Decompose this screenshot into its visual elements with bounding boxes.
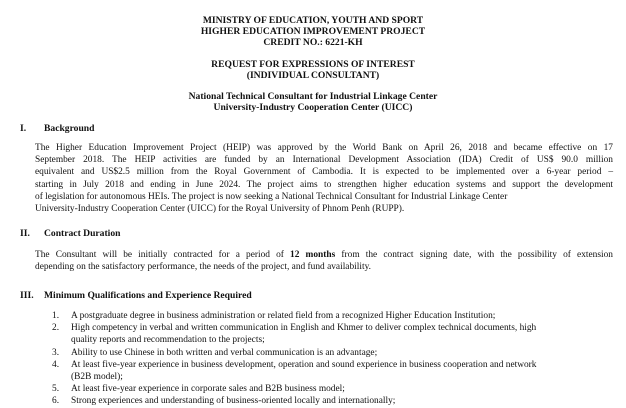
paragraph-line: equivalent and US$2.5 million from the Royal Government of Cambodia. It is expected to be implemented over a 6-year period – (35, 167, 613, 178)
list-item (52, 322, 617, 346)
background-paragraph (35, 142, 613, 215)
section-title: Minimum Qualifications and Experience Required (44, 290, 252, 301)
section-heading-contract (20, 228, 120, 240)
section-number: III. (20, 290, 34, 301)
paragraph-line: University-Industry Cooperation Center (UICC) for the Royal University of Phnom Penh (RUPP). (35, 204, 405, 215)
list-text: High competency in verbal and written communication in English and Khmer to deliver complex technical documents, high (71, 323, 537, 334)
list-item (52, 347, 617, 359)
list-text: At least five-year experience in business development, operation and sound experience in business cooperation and network (71, 359, 537, 370)
list-text: At least five-year experience in corporate sales and B2B business model; (71, 384, 345, 395)
contract-period: 12 months (290, 250, 336, 260)
list-number: 5. (52, 384, 60, 395)
list-item (52, 310, 617, 322)
list-item (52, 383, 617, 395)
list-text: A postgraduate degree in business administration or related field from a recognized Higher Education Institution; (71, 311, 496, 321)
list-number: 1. (52, 311, 60, 321)
request-subtitle: (INDIVIDUAL CONSULTANT) (246, 70, 380, 81)
section-title: Contract Duration (44, 228, 121, 239)
section-heading-background (20, 123, 94, 135)
ministry-title: MINISTRY OF EDUCATION, YOUTH AND SPORT (202, 15, 424, 26)
list-text: (B2B model); (71, 372, 123, 383)
paragraph-line: The Higher Education Improvement Project (HEIP) was approved by the World Bank on April 26, 2018 and became effective on 17 (35, 143, 613, 153)
paragraph-line (35, 249, 613, 261)
project-title: HIGHER EDUCATION IMPROVEMENT PROJECT (200, 26, 426, 37)
list-item (52, 359, 617, 383)
qualifications-list (52, 310, 617, 408)
text-run: The Consultant will be initially contracted for a period of (35, 250, 291, 260)
position-subtitle: University-Industry Cooperation Center (UICC) (213, 102, 413, 113)
section-heading-qualifications (20, 290, 252, 302)
section-title: Background (44, 123, 95, 134)
section-number: I. (20, 123, 27, 134)
paragraph-line: of legislation for autonomous HEIs. The project is now seeking a National Technical Consultant for Industrial Linkage Center (35, 191, 508, 202)
text-run: from the contract signing date, with the possibility of extension (335, 250, 613, 260)
list-number: 3. (52, 347, 60, 358)
list-item (52, 395, 617, 407)
list-number: 2. (52, 323, 60, 334)
section-number: II. (20, 228, 30, 239)
list-number: 4. (52, 359, 60, 370)
paragraph-line: depending on the satisfactory performance, the needs of the project, and fund availability. (35, 262, 371, 273)
credit-number: CREDIT NO.: 6221-KH (263, 37, 363, 48)
list-text: Ability to use Chinese in both written and verbal communication is an advantage; (71, 347, 378, 358)
position-title: National Technical Consultant for Industrial Linkage Center (188, 91, 438, 102)
list-number: 6. (52, 396, 60, 407)
list-text: quality reports and recommendation to the projects; (71, 335, 265, 346)
list-text: Strong experiences and understanding of business-oriented locally and internationally; (71, 396, 396, 407)
contract-paragraph (35, 249, 613, 273)
paragraph-line: starting in July 2018 and ending in June 2024. The project aims to strengthen higher education systems and support the development (35, 179, 613, 190)
paragraph-line: September 2018. The HEIP activities are funded by an International Development Association (IDA) Credit of US$ 90.0 million (35, 155, 613, 166)
request-title: REQUEST FOR EXPRESSIONS OF INTEREST (211, 59, 415, 70)
